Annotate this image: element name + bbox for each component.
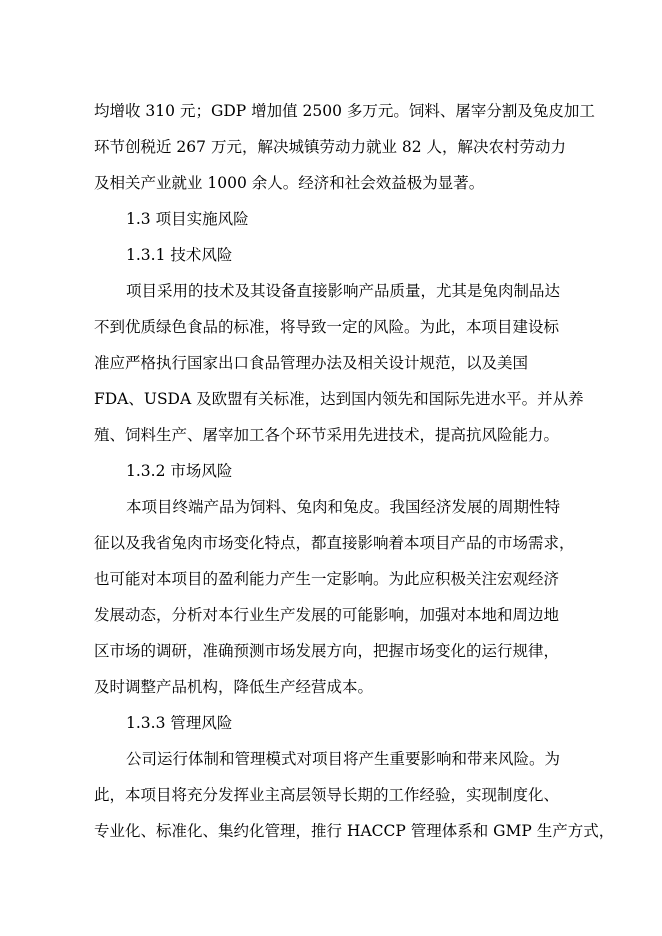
text-line-3: 及相关产业就业 1000 余人。经济和社会效益极为显著。 <box>94 174 485 192</box>
text-line-1: 均增收 310 元；GDP 增加值 2500 多万元。饲料、屠宰分割及兔皮加工 <box>94 102 595 120</box>
text-line-7: 不到优质绿色食品的标准，将导致一定的风险。为此，本项目建设标 <box>94 318 560 336</box>
section-heading-1-3-3: 1.3.3 管理风险 <box>126 714 233 732</box>
text-line-13: 征以及我省兔肉市场变化特点，都直接影响着本项目产品的市场需求， <box>94 534 575 552</box>
text-line-19: 公司运行体制和管理模式对项目将产生重要影响和带来风险。为 <box>126 750 561 768</box>
text-line-9: FDA、USDA 及欧盟有关标准，达到国内领先和国际先进水平。并从养 <box>94 390 584 408</box>
text-line-20: 此，本项目将充分发挥业主高层领导长期的工作经验，实现制度化、 <box>94 786 560 804</box>
text-line-14: 也可能对本项目的盈利能力产生一定影响。为此应积极关注宏观经济 <box>94 570 560 588</box>
section-heading-1-3-1: 1.3.1 技术风险 <box>126 246 233 264</box>
text-line-16: 区市场的调研，准确预测市场发展方向，把握市场变化的运行规律， <box>94 642 560 660</box>
text-line-17: 及时调整产品机构，降低生产经营成本。 <box>94 678 374 696</box>
text-line-2: 环节创税近 267 万元，解决城镇劳动力就业 82 人，解决农村劳动力 <box>94 138 567 156</box>
text-line-8: 准应严格执行国家出口食品管理办法及相关设计规范，以及美国 <box>94 354 529 372</box>
section-heading-1-3: 1.3 项目实施风险 <box>126 210 249 228</box>
text-line-21: 专业化、标准化、集约化管理，推行 HACCP 管理体系和 GMP 生产方式， <box>94 822 615 840</box>
section-heading-1-3-2: 1.3.2 市场风险 <box>126 462 233 480</box>
text-line-12: 本项目终端产品为饲料、兔肉和兔皮。我国经济发展的周期性特 <box>126 498 561 516</box>
text-line-15: 发展动态，分析对本行业生产发展的可能影响，加强对本地和周边地 <box>94 606 560 624</box>
text-line-10: 殖、饲料生产、屠宰加工各个环节采用先进技术，提高抗风险能力。 <box>94 426 560 444</box>
text-line-6: 项目采用的技术及其设备直接影响产品质量，尤其是兔肉制品达 <box>126 282 561 300</box>
